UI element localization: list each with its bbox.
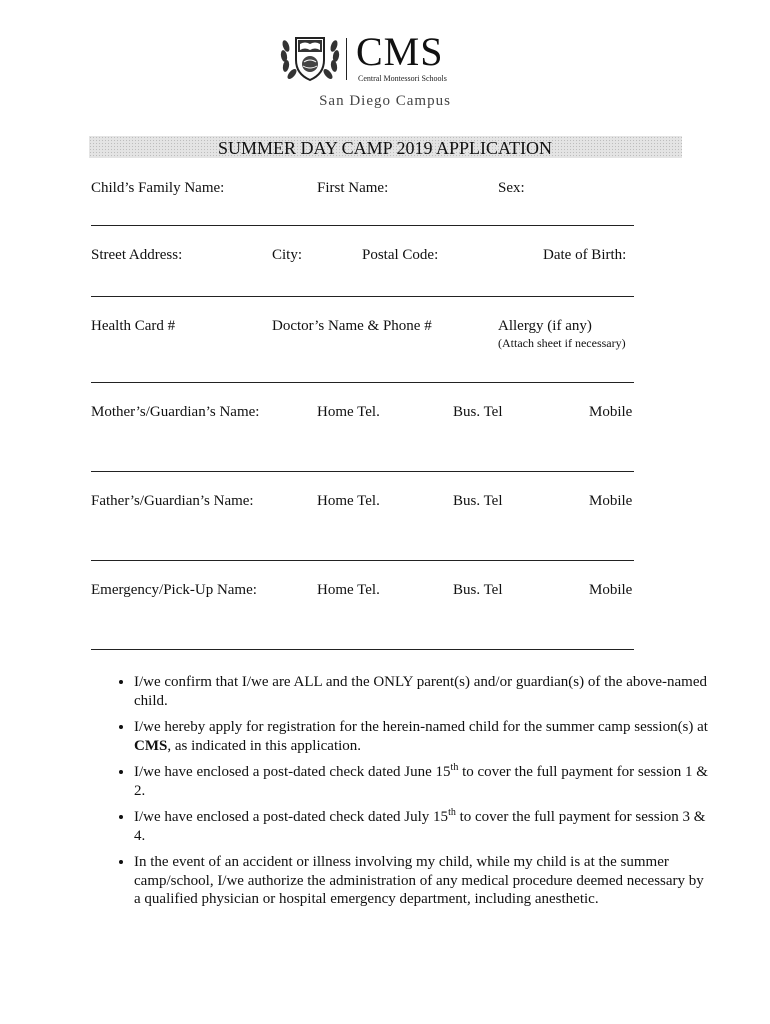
address-entry-line[interactable] — [91, 296, 634, 297]
allergy-note: (Attach sheet if necessary) — [498, 336, 626, 350]
term-text: to cover the full payment for session 3 & 4. — [134, 809, 706, 844]
father-home-tel-label: Home Tel. — [317, 493, 380, 509]
mother-bus-tel-label: Bus. Tel — [453, 404, 503, 420]
mother-home-tel-label: Home Tel. — [317, 404, 380, 420]
sex-label: Sex: — [498, 180, 525, 196]
campus-name: San Diego Campus — [319, 93, 451, 109]
term-text: , as indicated in this application. — [167, 737, 362, 754]
street-address-label: Street Address: — [91, 247, 183, 263]
father-guardian-name-label: Father’s/Guardian’s Name: — [91, 493, 254, 509]
term-text: I/we confirm that I/we are ALL and the ONLY parent(s) and/or guardian(s) of the above-named child. — [134, 674, 707, 709]
father-mobile-label: Mobile — [589, 493, 633, 509]
health-card-label: Health Card # — [91, 318, 176, 334]
ordinal-suffix: th — [448, 807, 456, 818]
term-item — [134, 763, 709, 800]
childs-family-name-label: Child’s Family Name: — [91, 180, 225, 196]
first-name-label: First Name: — [317, 180, 389, 196]
term-item — [134, 808, 709, 845]
emergency-bus-tel-label: Bus. Tel — [453, 582, 503, 598]
logo-subtitle: Central Montessori Schools — [358, 74, 447, 83]
ordinal-suffix: th — [450, 762, 459, 773]
father-bus-tel-label: Bus. Tel — [453, 493, 503, 509]
health-entry-line[interactable] — [91, 382, 634, 383]
form-title: SUMMER DAY CAMP 2019 APPLICATION — [217, 138, 553, 158]
mother-guardian-name-label: Mother’s/Guardian’s Name: — [91, 404, 260, 420]
city-label: City: — [272, 247, 303, 263]
emergency-entry-line[interactable] — [91, 649, 634, 650]
term-item — [134, 673, 709, 710]
mother-mobile-label: Mobile — [589, 404, 633, 420]
logo-wordmark: CMS — [356, 29, 444, 74]
term-item — [134, 853, 709, 909]
emergency-pickup-name-label: Emergency/Pick-Up Name: — [91, 582, 257, 598]
date-of-birth-label: Date of Birth: — [543, 247, 627, 263]
emergency-home-tel-label: Home Tel. — [317, 582, 380, 598]
school-logo — [270, 30, 500, 90]
term-text: I/we have enclosed a post-dated check dated June 15 — [134, 764, 451, 780]
term-text: I/we hereby apply for registration for the herein-named child for the summer camp session(s) at — [134, 719, 708, 735]
father-entry-line[interactable] — [91, 560, 634, 561]
term-text: In the event of an accident or illness involving my child, while my child is at the summer camp/school, I/we authorize the administration of any medical procedure deemed necessary by a qualified physician or hospital emergency department, including anesthetic. — [134, 854, 704, 907]
terms-list — [104, 673, 709, 917]
child-entry-line[interactable] — [91, 225, 634, 226]
school-abbrev: CMS — [134, 737, 168, 754]
term-text: I/we have enclosed a post-dated check dated July 15 — [134, 809, 449, 825]
crest-icon — [278, 32, 342, 84]
term-text: to cover the full payment for session 1 & 2. — [134, 764, 708, 799]
doctor-name-phone-label: Doctor’s Name & Phone # — [272, 318, 432, 334]
allergy-label: Allergy (if any) — [498, 318, 592, 334]
postal-code-label: Postal Code: — [362, 247, 439, 263]
mother-entry-line[interactable] — [91, 471, 634, 472]
emergency-mobile-label: Mobile — [589, 582, 633, 598]
term-item — [134, 718, 709, 755]
